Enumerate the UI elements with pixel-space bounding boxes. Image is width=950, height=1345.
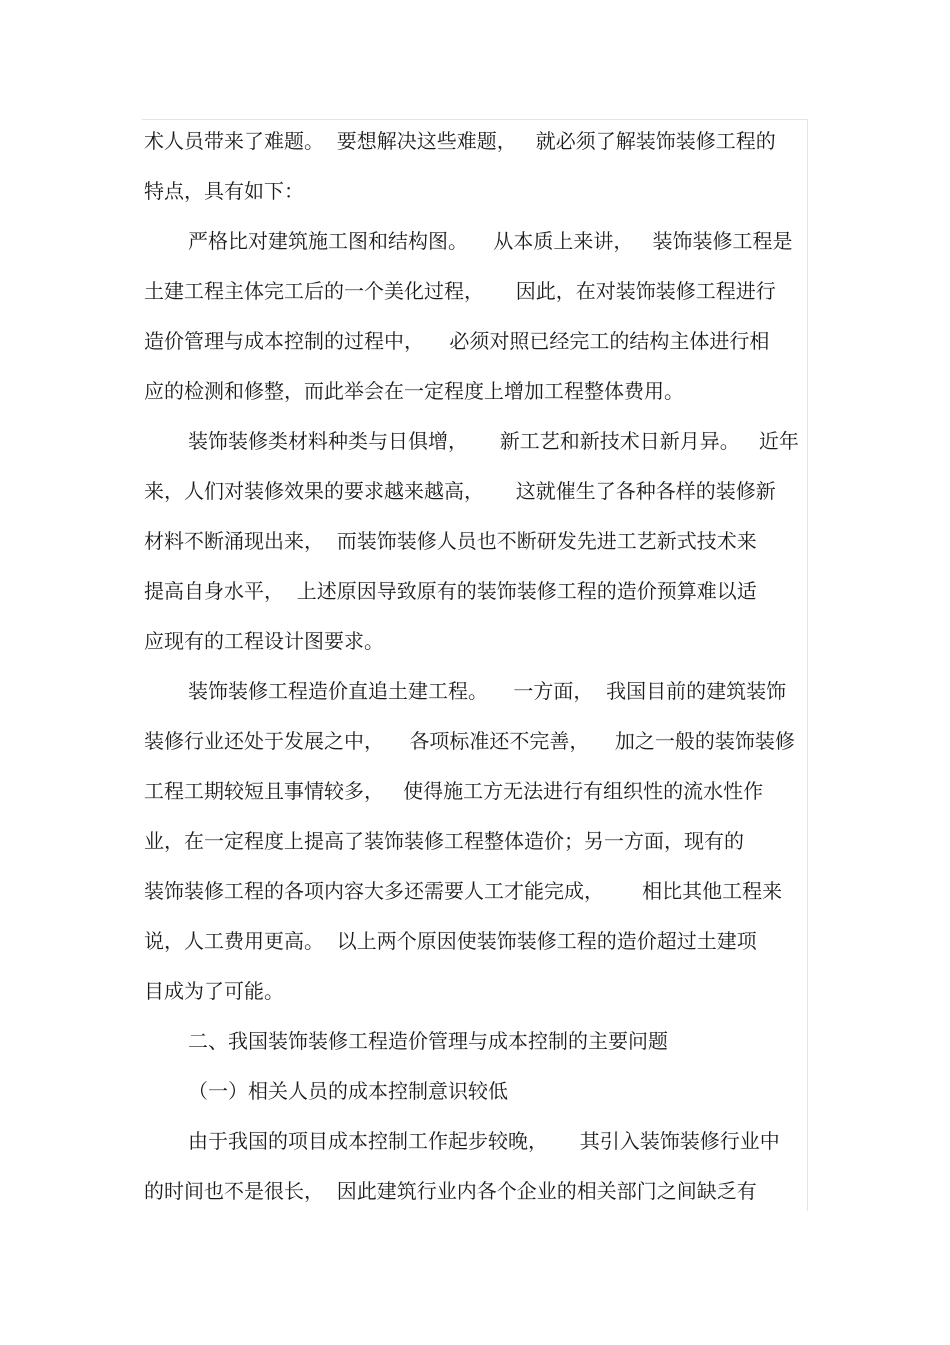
text-line: 来，人们对装修效果的要求越来越高， 这就催生了各种各样的装修新 <box>144 479 776 503</box>
text-line: 术人员带来了难题。 要想解决这些难题， 就必须了解装饰装修工程的 <box>144 129 776 153</box>
text-line: 严格比对建筑施工图和结构图。 从本质上来讲， 装饰装修工程是 <box>188 229 793 253</box>
text-line: 工程工期较短且事情较多， 使得施工方无法进行有组织性的流水性作 <box>144 779 764 803</box>
text-line: 提高自身水平， 上述原因导致原有的装饰装修工程的造价预算难以适 <box>144 579 757 603</box>
text-line: 装饰装修工程造价直追土建工程。 一方面， 我国目前的建筑装饰 <box>188 679 787 703</box>
text-line: 业，在一定程度上提高了装饰装修工程整体造价；另一方面，现有的 <box>144 829 744 853</box>
text-line: 说，人工费用更高。 以上两个原因使装饰装修工程的造价超过土建项 <box>144 929 757 953</box>
text-line: 造价管理与成本控制的过程中， 必须对照已经完工的结构主体进行相 <box>144 329 770 353</box>
text-line: 目成为了可能。 <box>144 979 284 1003</box>
text-line: 的时间也不是很长， 因此建筑行业内各个企业的相关部门之间缺乏有 <box>144 1179 757 1203</box>
text-line: 由于我国的项目成本控制工作起步较晚， 其引入装饰装修行业中 <box>188 1129 780 1153</box>
text-line: 特点，具有如下： <box>144 179 304 203</box>
text-line: 材料不断涌现出来， 而装饰装修人员也不断研发先进工艺新式技术来 <box>144 529 757 553</box>
text-line: （一）相关人员的成本控制意识较低 <box>188 1079 508 1103</box>
text-line: 装修行业还处于发展之中， 各项标准还不完善， 加之一般的装饰装修 <box>144 729 795 753</box>
text-line: 装饰装修类材料种类与日俱增， 新工艺和新技术日新月异。 近年 <box>188 429 799 453</box>
text-line: 应现有的工程设计图要求。 <box>144 629 384 653</box>
document-body <box>144 118 808 1218</box>
text-line: 土建工程主体完工后的一个美化过程， 因此，在对装饰装修工程进行 <box>144 279 776 303</box>
text-line: 二、我国装饰装修工程造价管理与成本控制的主要问题 <box>188 1029 668 1053</box>
text-line: 应的检测和修整，而此举会在一定程度上增加工程整体费用。 <box>144 379 684 403</box>
text-line: 装饰装修工程的各项内容大多还需要人工才能完成， 相比其他工程来 <box>144 879 783 903</box>
